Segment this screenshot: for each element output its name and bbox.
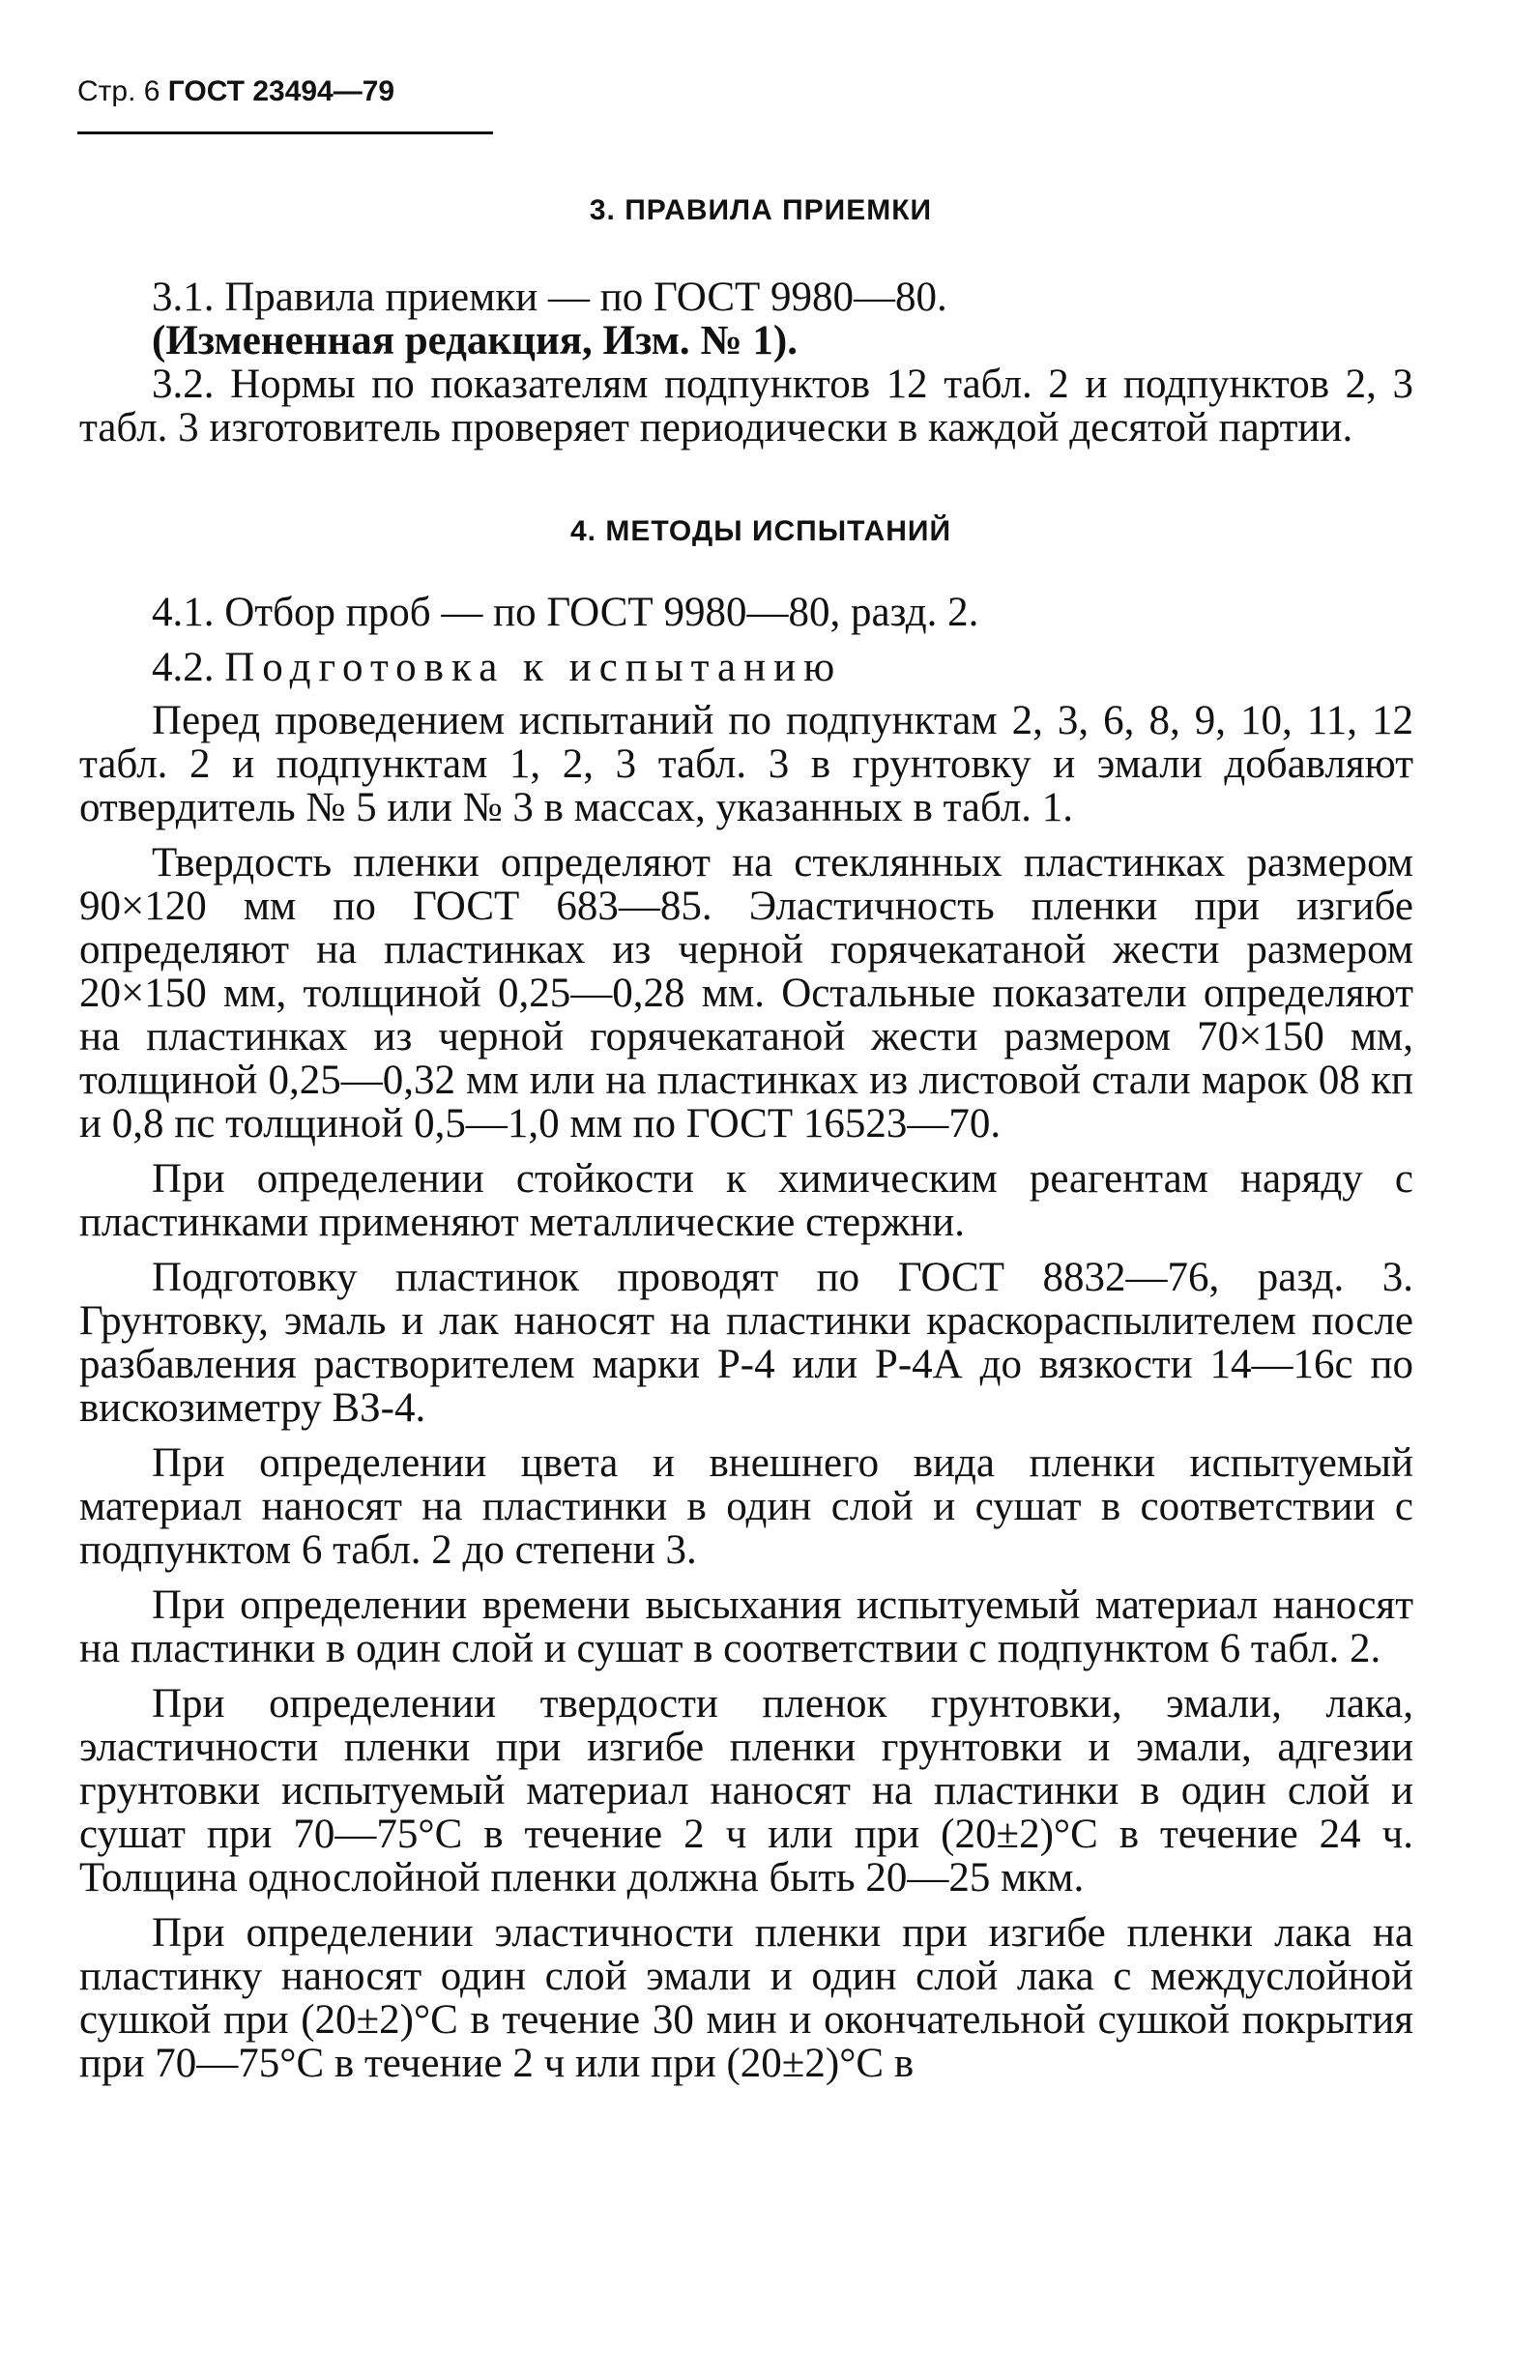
amendment-note: (Измененная редакция, Изм. № 1). bbox=[152, 318, 798, 363]
clause-4-2-number: 4.2. bbox=[152, 645, 215, 690]
page-number: Стр. 6 bbox=[77, 75, 160, 107]
clause-4-1: 4.1. Отбор проб — по ГОСТ 9980—80, разд. 2. bbox=[152, 590, 979, 635]
paragraph-plates: Твердость пленки определяют на стеклянных пластинках размером 90×120 мм по ГОСТ 683—85. Эластичность пленки при изгибе определяют на пластинках из черной горячекатаной жести размером 20×150 мм, толщиной 0,25—0,28 мм. Остальные показатели определяют на пластинках из черной горячекатаной жести размером 70×150 мм, толщиной 0,25—0,32 мм или на пластинках из листовой стали марок 08 кп и 0,8 пс толщиной 0,5—1,0 мм по ГОСТ 16523—70. bbox=[79, 840, 1413, 1146]
section-4-heading: 4. МЕТОДЫ ИСПЫТАНИЙ bbox=[570, 515, 951, 547]
paragraph-hardener: Перед проведением испытаний по подпунктам 2, 3, 6, 8, 9, 10, 11, 12 табл. 2 и подпунктам 1, 2, 3 табл. 3 в грунтовку и эмали добавляют отвердитель № 5 или № 3 в массах, указанных в табл. 1. bbox=[79, 698, 1413, 830]
clause-3-2: 3.2. Нормы по показателям подпунктов 12 табл. 2 и подпунктов 2, 3 табл. 3 изготовитель проверяет периодически в каждой десятой партии. bbox=[79, 362, 1413, 450]
document-page bbox=[79, 77, 1413, 2085]
paragraph-plate-preparation: Подготовку пластинок проводят по ГОСТ 8832—76, разд. 3. Грунтовку, эмаль и лак наносят на пластинки краскораспылителем после разбавления растворителем марки Р-4 или Р-4А до вязкости 14—16с по вискозиметру ВЗ-4. bbox=[79, 1255, 1413, 1431]
paragraph-hardness-elasticity: При определении твердости пленок грунтовки, эмали, лака, эластичности пленки при изгибе пленки грунтовки и эмали, адгезии грунтовки испытуемый материал наносят на пластинки в один слой и сушат при 70—75°С в течение 2 ч или при (20±2)°С в течение 24 ч. Толщина однослойной пленки должна быть 20—25 мкм. bbox=[79, 1681, 1413, 1901]
page-header bbox=[77, 77, 1413, 106]
header-rule bbox=[77, 131, 493, 134]
paragraph-drying-time: При определении времени высыхания испытуемый материал наносят на пластинки в один слой и сушат в соответствии с подпунктом 6 табл. 2. bbox=[79, 1582, 1413, 1671]
paragraph-chemical-resistance: При определении стойкости к химическим реагентам наряду с пластинками применяют металлические стержни. bbox=[79, 1156, 1413, 1245]
paragraph-lacquer-elasticity: При определении эластичности пленки при изгибе пленки лака на пластинку наносят один слой эмали и один слой лака с междуслойной сушкой при (20±2)°С в течение 30 мин и окончательной сушкой покрытия при 70—75°С в течение 2 ч или при (20±2)°С в bbox=[79, 1910, 1413, 2086]
section-3-heading: 3. ПРАВИЛА ПРИЕМКИ bbox=[589, 194, 933, 226]
paragraph-color-appearance: При определении цвета и внешнего вида пленки испытуемый материал наносят на пластинки в один слой и сушат в соответствии с подпунктом 6 табл. 2 до степени 3. bbox=[79, 1440, 1413, 1573]
clause-3-1: 3.1. Правила приемки — по ГОСТ 9980—80. bbox=[152, 275, 947, 320]
clause-4-2-title: Подготовка к испытанию bbox=[224, 645, 843, 690]
standard-code: ГОСТ 23494—79 bbox=[167, 75, 395, 107]
clause-4-2 bbox=[79, 646, 1413, 689]
